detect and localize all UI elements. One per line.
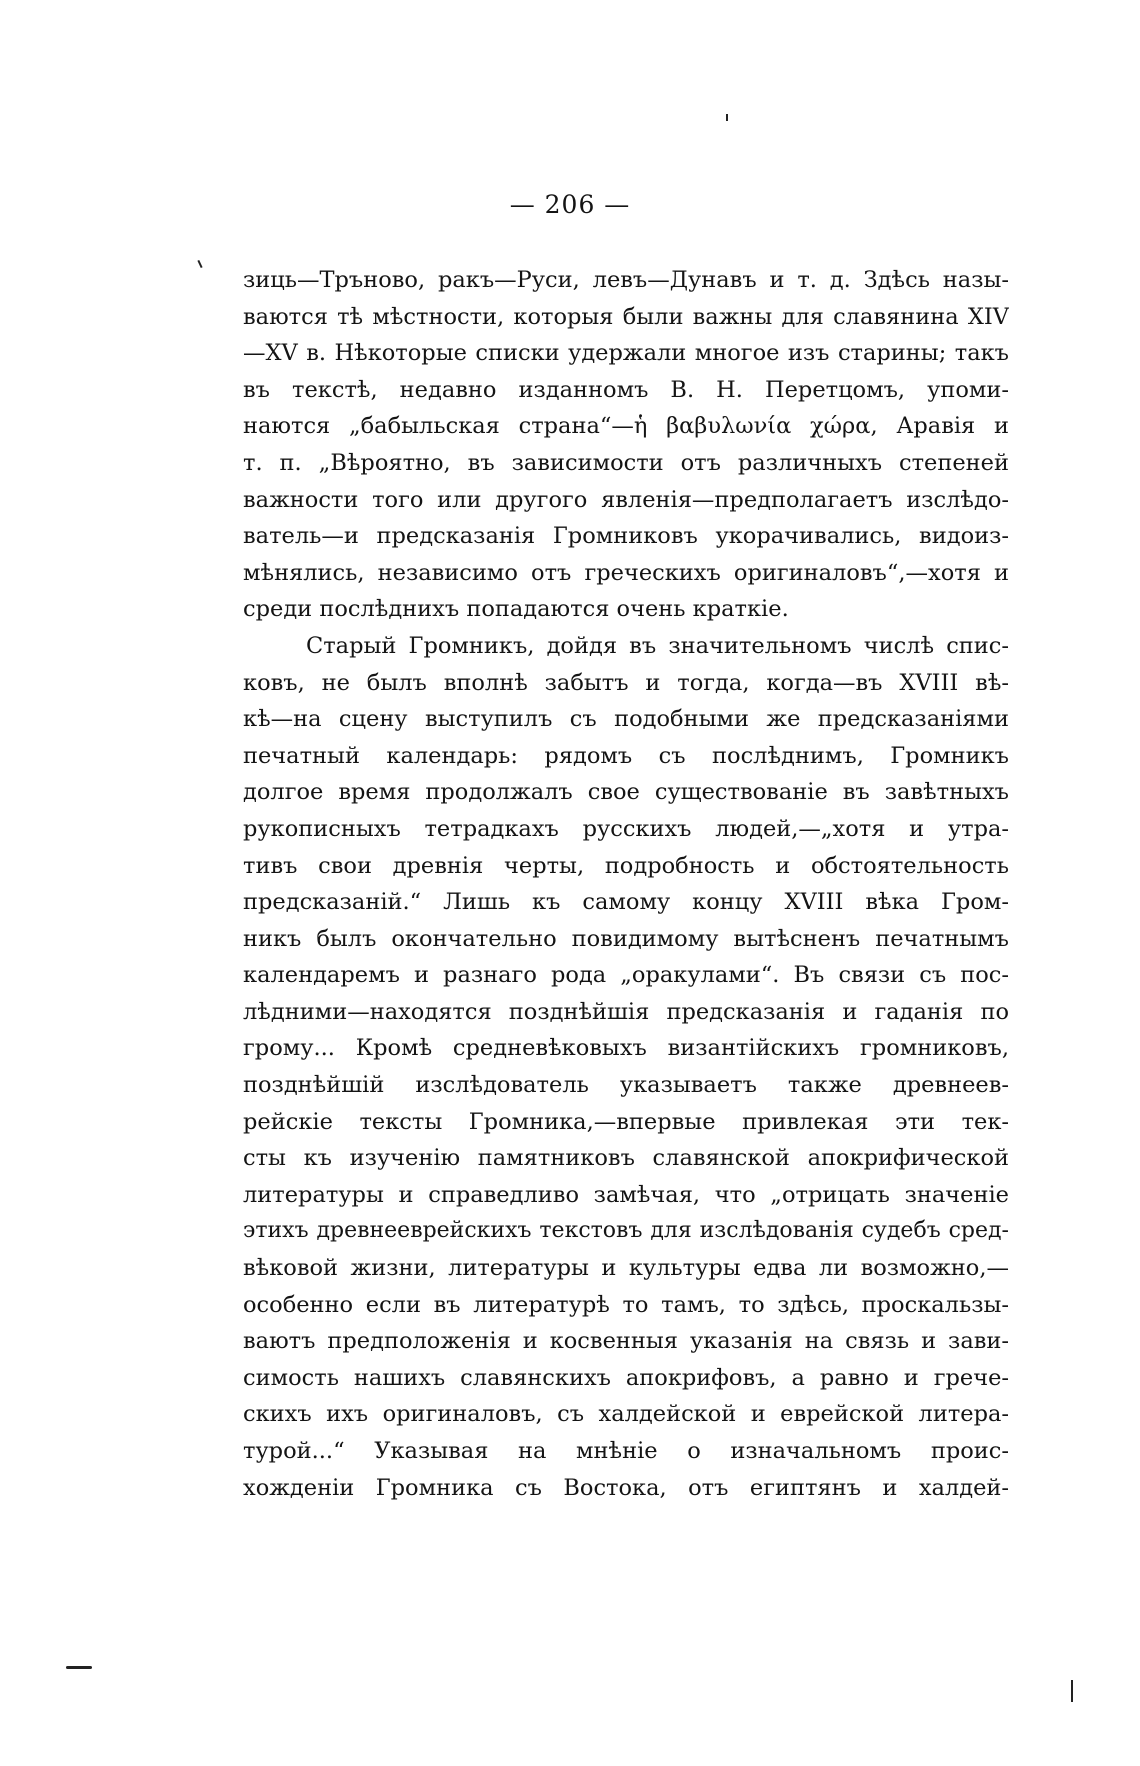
text-line: литературы и справедливо замѣчая, что „отрицать значеніе bbox=[243, 1181, 1009, 1208]
text-line: вѣковой жизни, литературы и культуры едва ли возможно,— bbox=[243, 1255, 1009, 1282]
text-line: Старый Громникъ, дойдя въ значительномъ числѣ спис- bbox=[306, 632, 1009, 659]
scan-mark bbox=[197, 260, 202, 268]
text-line: никъ былъ окончательно повидимому вытѣсненъ печатнымъ bbox=[243, 925, 1009, 952]
text-line: —XV в. Нѣкоторые списки удержали многое изъ старины; такъ bbox=[243, 340, 1009, 367]
page-number: — 206 — bbox=[509, 190, 631, 219]
text-line: мѣнялись, независимо отъ греческихъ оригиналовъ“,—хотя и bbox=[243, 559, 1009, 586]
text-line: грому... Кромѣ средневѣковыхъ византійскихъ громниковъ, bbox=[243, 1035, 1009, 1062]
text-line: рукописныхъ тетрадкахъ русскихъ людей,—„хотя и утра- bbox=[243, 815, 1009, 842]
paragraph-2 bbox=[243, 628, 1009, 1506]
text-line: среди послѣднихъ попадаются очень краткіе. bbox=[243, 596, 789, 623]
text-line: сты къ изученію памятниковъ славянской апокрифической bbox=[243, 1145, 1009, 1172]
text-line: т. п. „Вѣроятно, въ зависимости отъ различныхъ степеней bbox=[243, 449, 1009, 476]
text-line: зиць—Тръново, ракъ—Руси, левъ—Дунавъ и т. д. Здѣсь назы- bbox=[243, 267, 1009, 293]
text-line: печатный календарь: рядомъ съ послѣднимъ, Громникъ bbox=[243, 742, 1009, 769]
text-line: хожденіи Громника съ Востока, отъ египтянъ и халдей- bbox=[243, 1474, 1009, 1501]
text-line: календаремъ и разнаго рода „оракулами“. Въ связи съ пос- bbox=[243, 962, 1009, 989]
text-line: предсказаній.“ Лишь къ самому концу XVIII вѣка Гром- bbox=[243, 889, 1009, 916]
scan-mark bbox=[1071, 1680, 1073, 1702]
body-text bbox=[243, 262, 1009, 1506]
text-line: въ текстѣ, недавно изданномъ В. Н. Перетцомъ, упоми- bbox=[243, 376, 1009, 403]
scan-mark bbox=[66, 1666, 92, 1669]
text-line: рейскіе тексты Громника,—впервые привлекая эти тек- bbox=[243, 1108, 1009, 1135]
text-line: важности того или другого явленія—предполагаетъ изслѣдо- bbox=[243, 486, 1009, 513]
text-line: долгое время продолжалъ свое существованіе въ завѣтныхъ bbox=[243, 779, 1009, 806]
text-line: ваются тѣ мѣстности, которыя были важны для славянина XIV bbox=[243, 303, 1009, 330]
text-line: ватель—и предсказанія Громниковъ укорачивались, видоиз- bbox=[243, 523, 1009, 550]
scan-mark bbox=[726, 114, 728, 121]
text-line: симость нашихъ славянскихъ апокрифовъ, а равно и грече- bbox=[243, 1364, 1009, 1391]
text-line: особенно если въ литературѣ то тамъ, то здѣсь, проскальзы- bbox=[243, 1291, 1009, 1318]
text-line: ваютъ предположенія и косвенныя указанія на связь и зави- bbox=[243, 1328, 1009, 1355]
text-line: лѣдними—находятся позднѣйшія предсказанія и гаданія по bbox=[243, 998, 1009, 1025]
text-line: ковъ, не былъ вполнѣ забытъ и тогда, когда—въ XVIII вѣ- bbox=[243, 669, 1009, 696]
text-line: кѣ—на сцену выступилъ съ подобными же предсказаніями bbox=[243, 706, 1009, 733]
text-line: тивъ свои древнія черты, подробность и обстоятельность bbox=[243, 852, 1009, 879]
text-line: позднѣйшій изслѣдователь указываетъ также древнеев- bbox=[243, 1072, 1009, 1099]
text-line: турой...“ Указывая на мнѣніе о изначальномъ проис- bbox=[243, 1438, 1009, 1464]
text-line: этихъ древнееврейскихъ текстовъ для изслѣдованія судебъ сред- bbox=[243, 1218, 1009, 1244]
text-line: скихъ ихъ оригиналовъ, съ халдейской и еврейской литера- bbox=[243, 1401, 1009, 1428]
paragraph-1 bbox=[243, 262, 1009, 628]
text-line: наются „бабыльская страна“—ἡ βαβυλωνία χώρα, Аравія и bbox=[243, 413, 1009, 440]
